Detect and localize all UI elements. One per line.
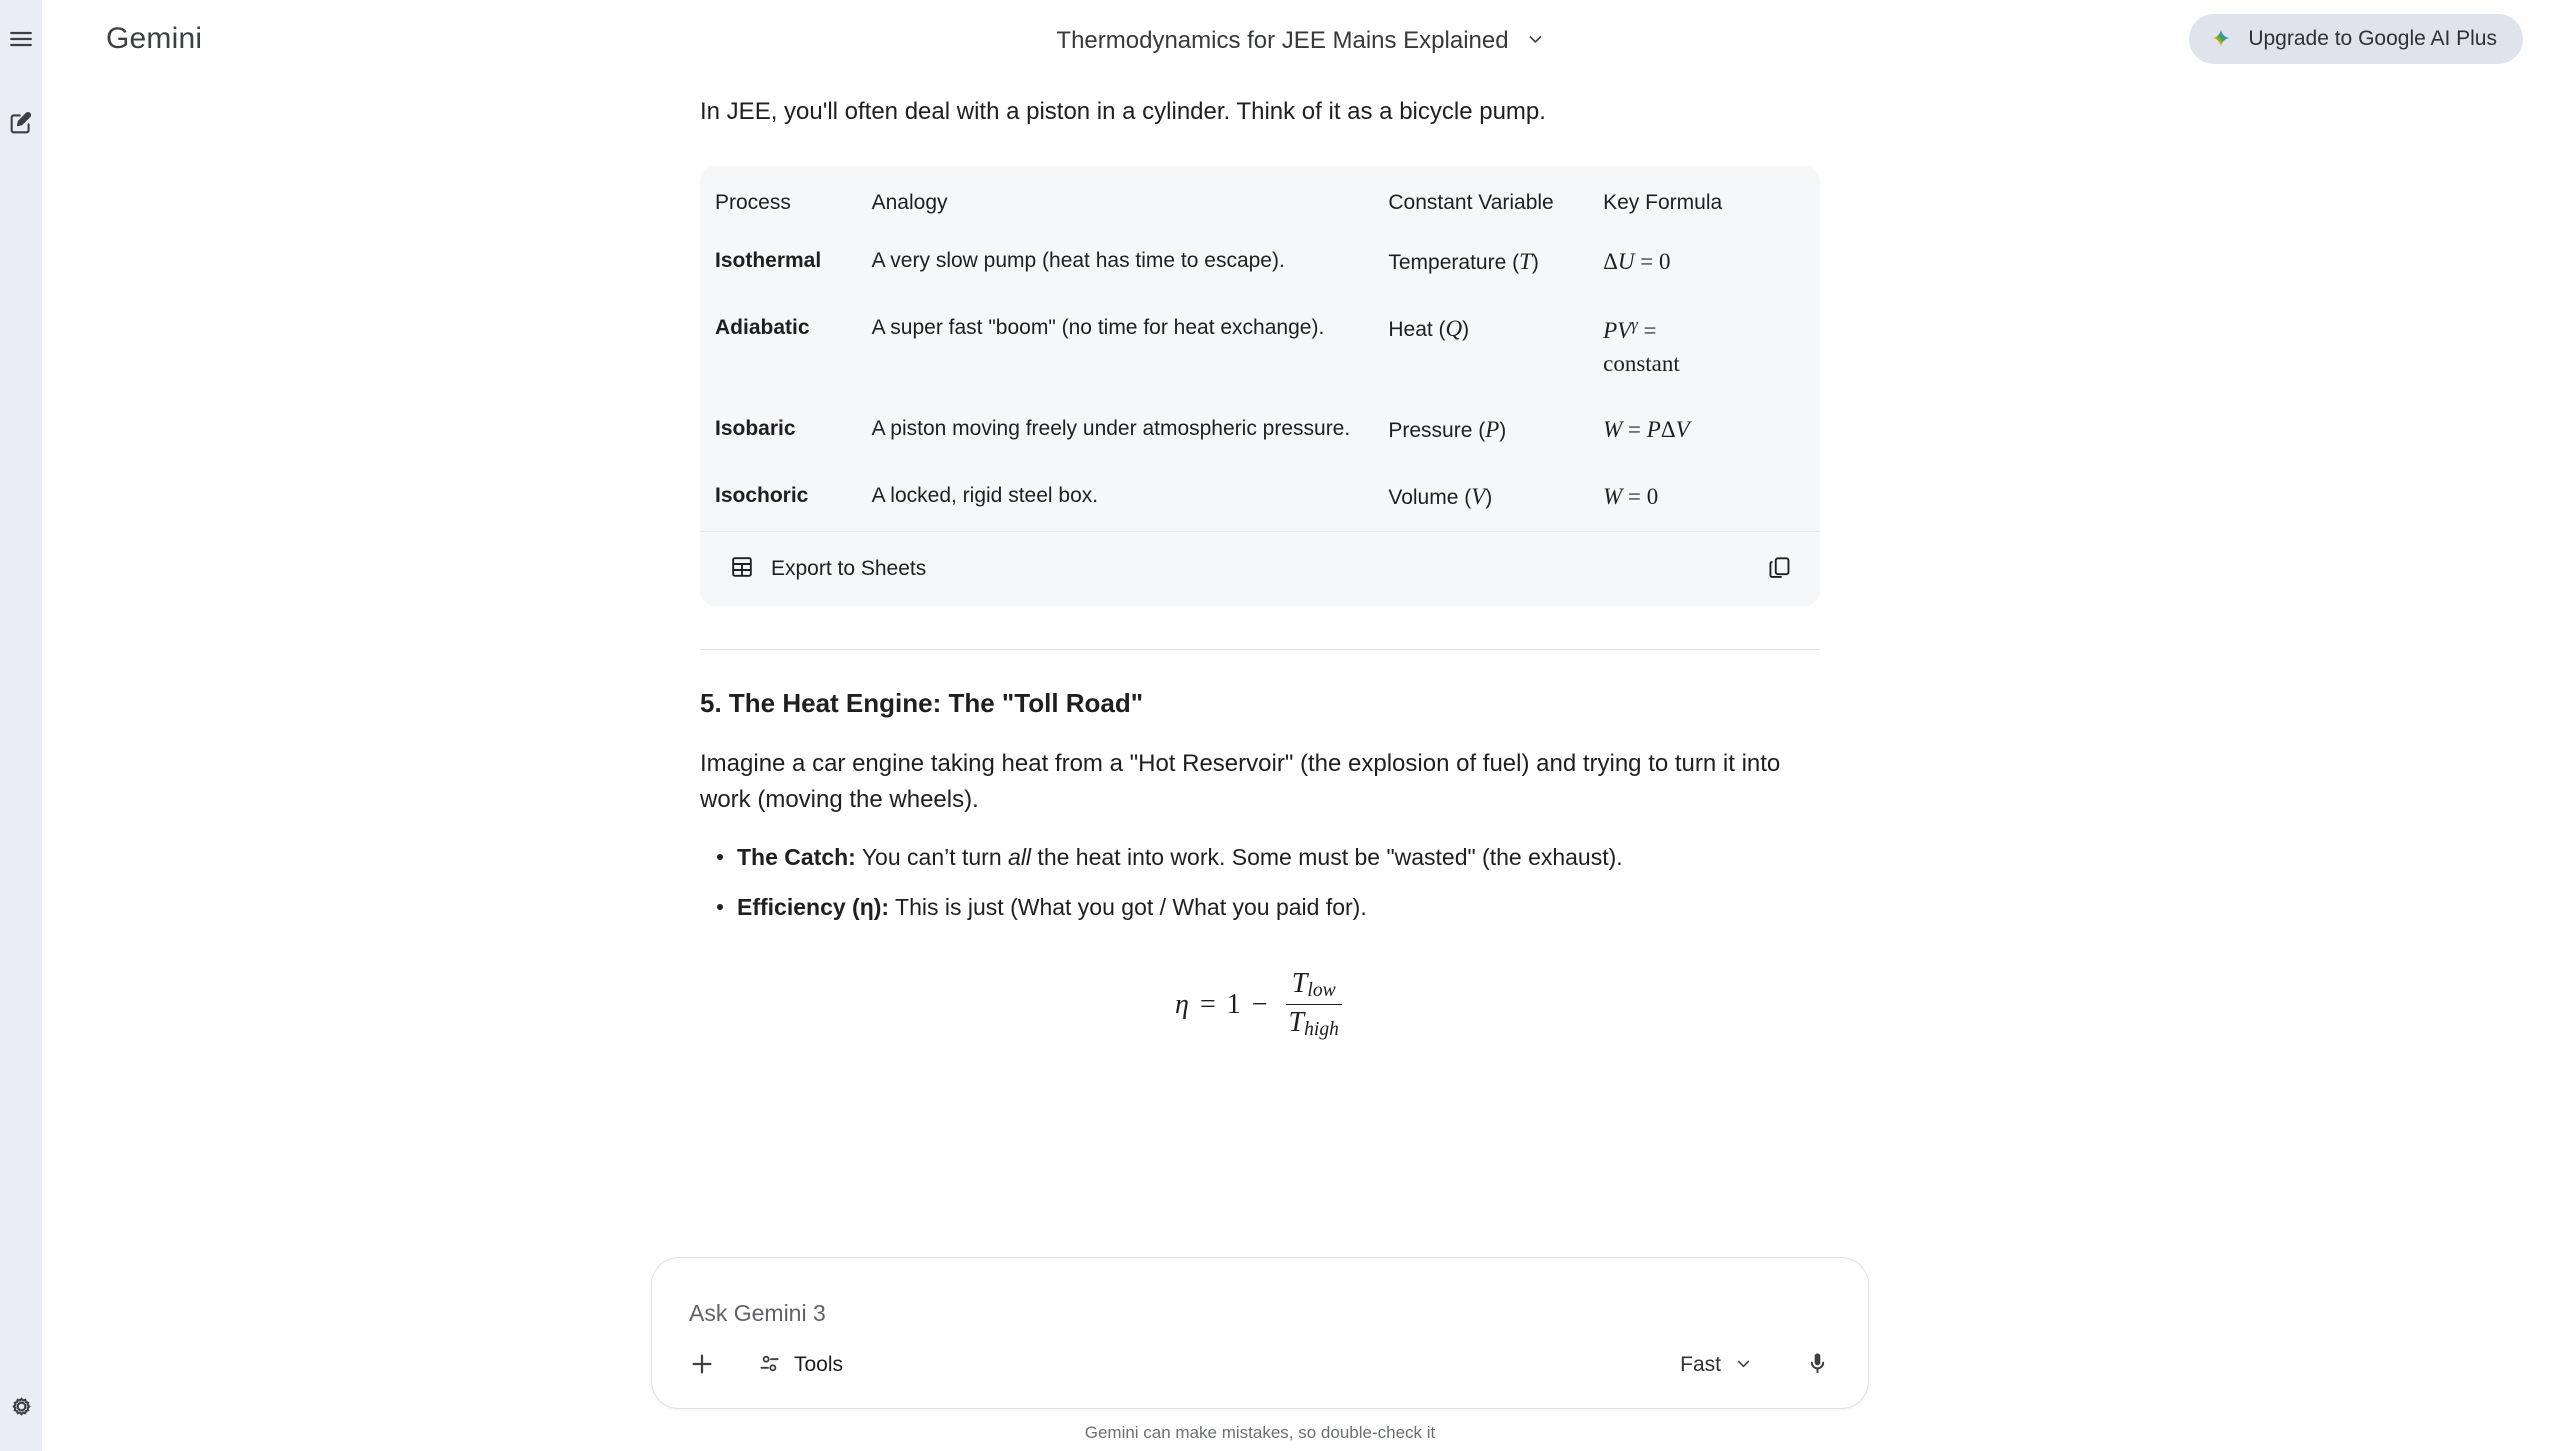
prompt-input-placeholder[interactable]: Ask Gemini 3: [689, 1300, 826, 1326]
export-label: Export to Sheets: [771, 556, 927, 580]
cv-paren: ): [1499, 419, 1507, 443]
left-rail: [0, 0, 42, 1451]
cv-paren: ): [1485, 485, 1493, 509]
cv-text: Pressure (: [1388, 419, 1486, 443]
chevron-down-icon: [1734, 1354, 1753, 1376]
cell-analogy: A very slow pump (heat has time to escape).: [871, 249, 1285, 273]
cv-paren: ): [1462, 318, 1470, 341]
eq-equals: =: [1199, 988, 1216, 1020]
cv-symbol: P: [1485, 417, 1500, 443]
table-row: [715, 229, 1805, 296]
eq-num-base: T: [1291, 967, 1308, 999]
thermodynamics-process-table: [715, 166, 1805, 531]
eq-num-sub: low: [1307, 979, 1336, 1001]
efficiency-equation-block: [700, 969, 1820, 1041]
table-header-row: [715, 166, 1805, 229]
eq-lhs: η: [1175, 988, 1189, 1020]
cell-analogy: A super fast "boom" (no time for heat exchange).: [871, 316, 1325, 339]
section-divider: [700, 649, 1820, 650]
eq-minus: −: [1251, 988, 1268, 1020]
table-row: [715, 296, 1805, 397]
cell-constant-variable: [1388, 464, 1603, 531]
bullet-text-2: the heat into work. Some must be "wasted" (the exhaust).: [1031, 843, 1623, 870]
cv-text: Volume (: [1388, 485, 1472, 509]
column-header-analogy: Analogy: [871, 191, 948, 214]
eq-numerator: [1286, 969, 1342, 1005]
microphone-button[interactable]: [1797, 1343, 1838, 1387]
table-row: [715, 397, 1805, 464]
column-header-constant-variable: Constant Variable: [1388, 191, 1554, 214]
bullet-text-1: This is just (What you got / What you paid for).: [889, 894, 1367, 921]
upgrade-label: Upgrade to Google AI Plus: [2248, 27, 2497, 50]
column-header-process: Process: [715, 191, 791, 214]
menu-button[interactable]: [0, 16, 42, 62]
section-heading: 5. The Heat Engine: The "Toll Road": [700, 687, 1144, 718]
cell-process: Isochoric: [715, 483, 809, 507]
intro-paragraph: In JEE, you'll often deal with a piston in a cylinder. Think of it as a bicycle pump.: [700, 98, 1546, 125]
menu-icon: [8, 26, 34, 52]
new-chat-button[interactable]: [0, 100, 42, 146]
settings-button[interactable]: [0, 1383, 42, 1429]
sparkle-icon: [2209, 26, 2233, 53]
composer-container: [651, 1257, 1869, 1409]
tools-button[interactable]: [746, 1344, 855, 1386]
settings-icon: [9, 1394, 34, 1419]
microphone-icon: [1805, 1351, 1830, 1379]
eq-one: 1: [1226, 988, 1241, 1020]
composer-toolbar: [652, 1338, 1868, 1392]
new-chat-icon: [8, 110, 34, 136]
bullet-italic: all: [1008, 843, 1032, 870]
assistant-message: [700, 78, 1820, 1041]
composer[interactable]: [651, 1257, 1869, 1409]
bullet-text-1: You can’t turn: [855, 843, 1009, 870]
bullet-lead: The Catch:: [737, 843, 856, 870]
cell-constant-variable: [1388, 397, 1603, 464]
table-row: [715, 464, 1805, 531]
cell-key-formula: $PV^\gamma$ = constant: [1603, 315, 1680, 376]
add-files-button[interactable]: [680, 1342, 724, 1389]
sheets-table-icon: [730, 555, 754, 582]
disclaimer-text: Gemini can make mistakes, so double-check it: [1084, 1423, 1436, 1442]
tune-icon: [758, 1352, 781, 1378]
cell-analogy: A locked, rigid steel box.: [871, 483, 1099, 507]
eq-fraction: [1283, 969, 1345, 1041]
bullet-list: [700, 840, 1820, 925]
export-to-sheets-button[interactable]: [722, 549, 934, 588]
eq-den-base: T: [1288, 1007, 1305, 1039]
cell-key-formula: W = PΔV: [1603, 417, 1690, 443]
column-header-key-formula: Key Formula: [1603, 191, 1723, 214]
cell-process: Isobaric: [715, 417, 796, 441]
list-item: [737, 890, 1820, 925]
eq-den-sub: high: [1304, 1019, 1339, 1041]
plus-icon: [688, 1350, 716, 1381]
cv-symbol: V: [1471, 483, 1486, 509]
copy-table-button[interactable]: [1761, 549, 1798, 589]
efficiency-equation: [1175, 969, 1345, 1041]
cell-key-formula: ΔU = 0: [1603, 249, 1671, 275]
chevron-down-icon: [1526, 29, 1546, 54]
cv-text: Temperature (: [1388, 251, 1520, 275]
section-paragraph: Imagine a car engine taking heat from a "Hot Reservoir" (the explosion of fuel) and trying to turn it into work (moving the wheels).: [700, 749, 1781, 813]
cv-symbol: T: [1519, 249, 1532, 275]
bullet-lead: Efficiency (η):: [737, 894, 890, 921]
conversation-scroll-area: [42, 78, 2560, 1451]
process-table-card: [700, 166, 1820, 606]
upgrade-button[interactable]: [2189, 14, 2523, 64]
cell-analogy: A piston moving freely under atmospheric pressure.: [871, 417, 1351, 441]
tools-label: Tools: [794, 1353, 844, 1376]
cell-process: Adiabatic: [715, 316, 810, 339]
table-footer: [700, 531, 1820, 606]
cv-text: Heat (: [1388, 318, 1446, 341]
cell-constant-variable: [1388, 296, 1603, 397]
cv-paren: ): [1531, 251, 1539, 275]
cell-key-formula: W = 0: [1603, 483, 1659, 509]
conversation-title-dropdown[interactable]: [1046, 21, 1555, 61]
cv-symbol: Q: [1445, 316, 1463, 341]
copy-icon: [1767, 555, 1792, 583]
cell-constant-variable: [1388, 229, 1603, 296]
cell-process: Isothermal: [715, 249, 822, 273]
eq-denominator: [1283, 1005, 1345, 1040]
top-bar: [42, 0, 2560, 78]
list-item: [737, 840, 1820, 875]
model-label: Fast: [1680, 1353, 1721, 1376]
conversation-title: Thermodynamics for JEE Mains Explained: [1056, 27, 1509, 54]
model-selector-button[interactable]: [1670, 1345, 1763, 1385]
app-brand: Gemini: [106, 22, 203, 55]
